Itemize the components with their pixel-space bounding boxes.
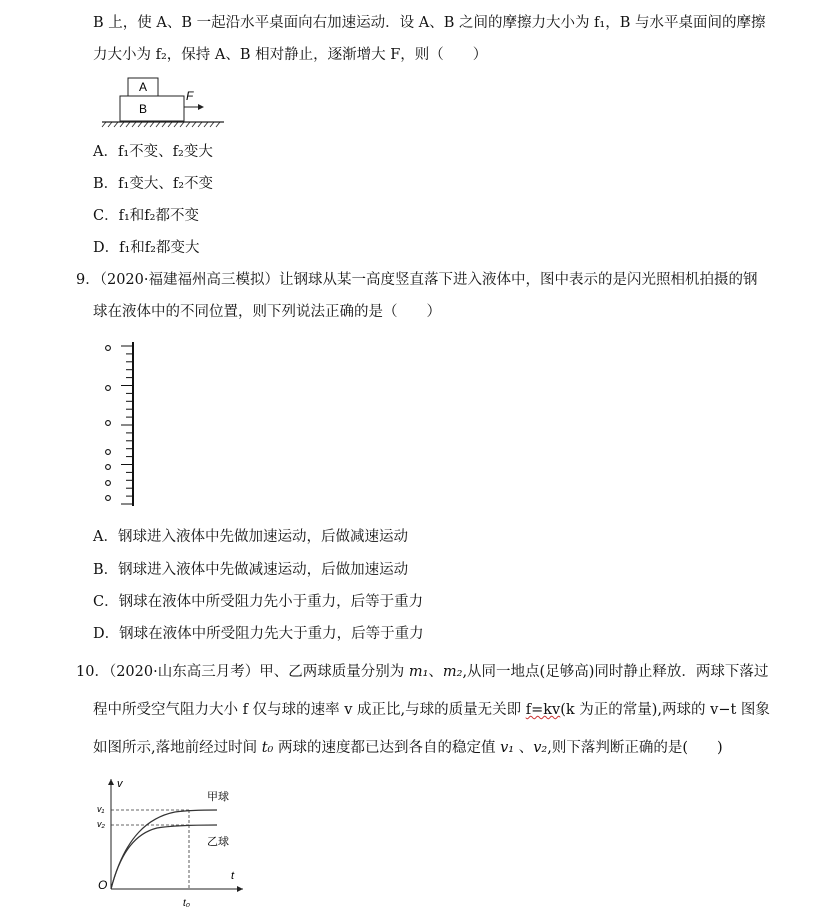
series-curve-jia	[111, 810, 217, 889]
steel-ball	[106, 465, 111, 470]
origin-label: O	[98, 878, 108, 892]
q8-option-b: B．f₁变大、f₂不变	[93, 176, 214, 192]
time-t0: t₀	[261, 740, 274, 756]
q10-stem-line3-a: 如图所示,落地前经过时间	[93, 740, 262, 756]
series-curve-yi	[111, 825, 217, 889]
q10-stem-line2-a: 程中所受空气阻力大小 f 仅与球的速率 v 成正比,与球的质量无关即	[93, 702, 526, 718]
q10-stem-line3-b: 两球的速度都已达到各自的稳定值	[273, 740, 501, 756]
steel-ball	[106, 481, 111, 486]
y-axis-label: v	[117, 778, 123, 790]
q10-stem-line3	[93, 738, 723, 758]
q10-separator-2: 、	[514, 740, 534, 756]
x-axis-label: t	[231, 870, 235, 882]
q10-stem-line2-b: (k 为正的常量),两球的 v−t 图象	[560, 702, 770, 718]
tick-label-t0: t₀	[183, 898, 190, 909]
q10-stem-line3-c: ,则下落判断正确的是( )	[547, 740, 723, 756]
steel-ball	[106, 496, 111, 501]
block-b-label: B	[138, 102, 148, 116]
q8-block-figure	[100, 78, 230, 128]
steel-ball	[106, 421, 111, 426]
mass-m1: m₁	[408, 664, 429, 680]
block-a-label: A	[138, 80, 148, 94]
force-arrowhead	[198, 104, 204, 110]
series-label-yi: 乙球	[207, 836, 229, 848]
mass-m2: m₂	[442, 664, 463, 680]
q9-ball-ruler-figure	[100, 340, 140, 510]
speed-v2: v₂	[533, 740, 548, 756]
q9-stem-line2: 球在液体中的不同位置，则下列说法正确的是（ ）	[93, 304, 441, 320]
speed-v1: v₁	[500, 740, 515, 756]
tick-label-v2: v₂	[97, 819, 105, 829]
q8-option-a: A．f₁不变、f₂变大	[93, 144, 213, 160]
q9-option-d: D．钢球在液体中所受阻力先大于重力，后等于重力	[93, 626, 424, 642]
series-label-jia: 甲球	[207, 791, 229, 803]
q9-stem-line1: 9．（2020·福建福州高三模拟）让钢球从某一高度竖直落下进入液体中，图中表示的是闪光照相机拍摄的钢	[76, 272, 758, 288]
q10-stem-line1-b: ,从同一地点(足够高)同时静止释放．两球下落过	[462, 664, 769, 680]
q10-stem-line2	[93, 700, 770, 720]
steel-ball	[106, 450, 111, 455]
steel-ball	[106, 386, 111, 391]
force-label: F	[186, 89, 194, 103]
table-hatching	[102, 122, 220, 127]
steel-ball	[106, 346, 111, 351]
formula-f-kv: f=kv	[525, 702, 561, 718]
q9-option-c: C．钢球在液体中所受阻力先小于重力，后等于重力	[93, 594, 424, 610]
q8-option-c: C．f₁和f₂都不变	[93, 208, 199, 224]
q8-stem-line1: B 上，使 A、B 一起沿水平桌面向右加速运动．设 A、B 之间的摩擦力大小为 f₁，B 与水平桌面间的摩擦	[93, 15, 766, 31]
q10-stem-line1	[76, 662, 768, 682]
q9-option-b: B．钢球进入液体中先做减速运动，后做加速运动	[93, 562, 409, 578]
tick-label-v1: v₁	[97, 804, 105, 814]
q8-option-d: D．f₁和f₂都变大	[93, 240, 200, 256]
q10-separator-1: 、	[428, 664, 443, 680]
q9-option-a: A．钢球进入液体中先做加速运动，后做减速运动	[93, 529, 408, 545]
q10-stem-line1-a: 10．（2020·山东高三月考）甲、乙两球质量分别为	[76, 664, 409, 680]
vt-chart	[95, 775, 255, 910]
q8-stem-line2: 力大小为 f₂，保持 A、B 相对静止，逐渐增大 F，则（ ）	[93, 47, 488, 63]
block-b	[120, 96, 184, 121]
